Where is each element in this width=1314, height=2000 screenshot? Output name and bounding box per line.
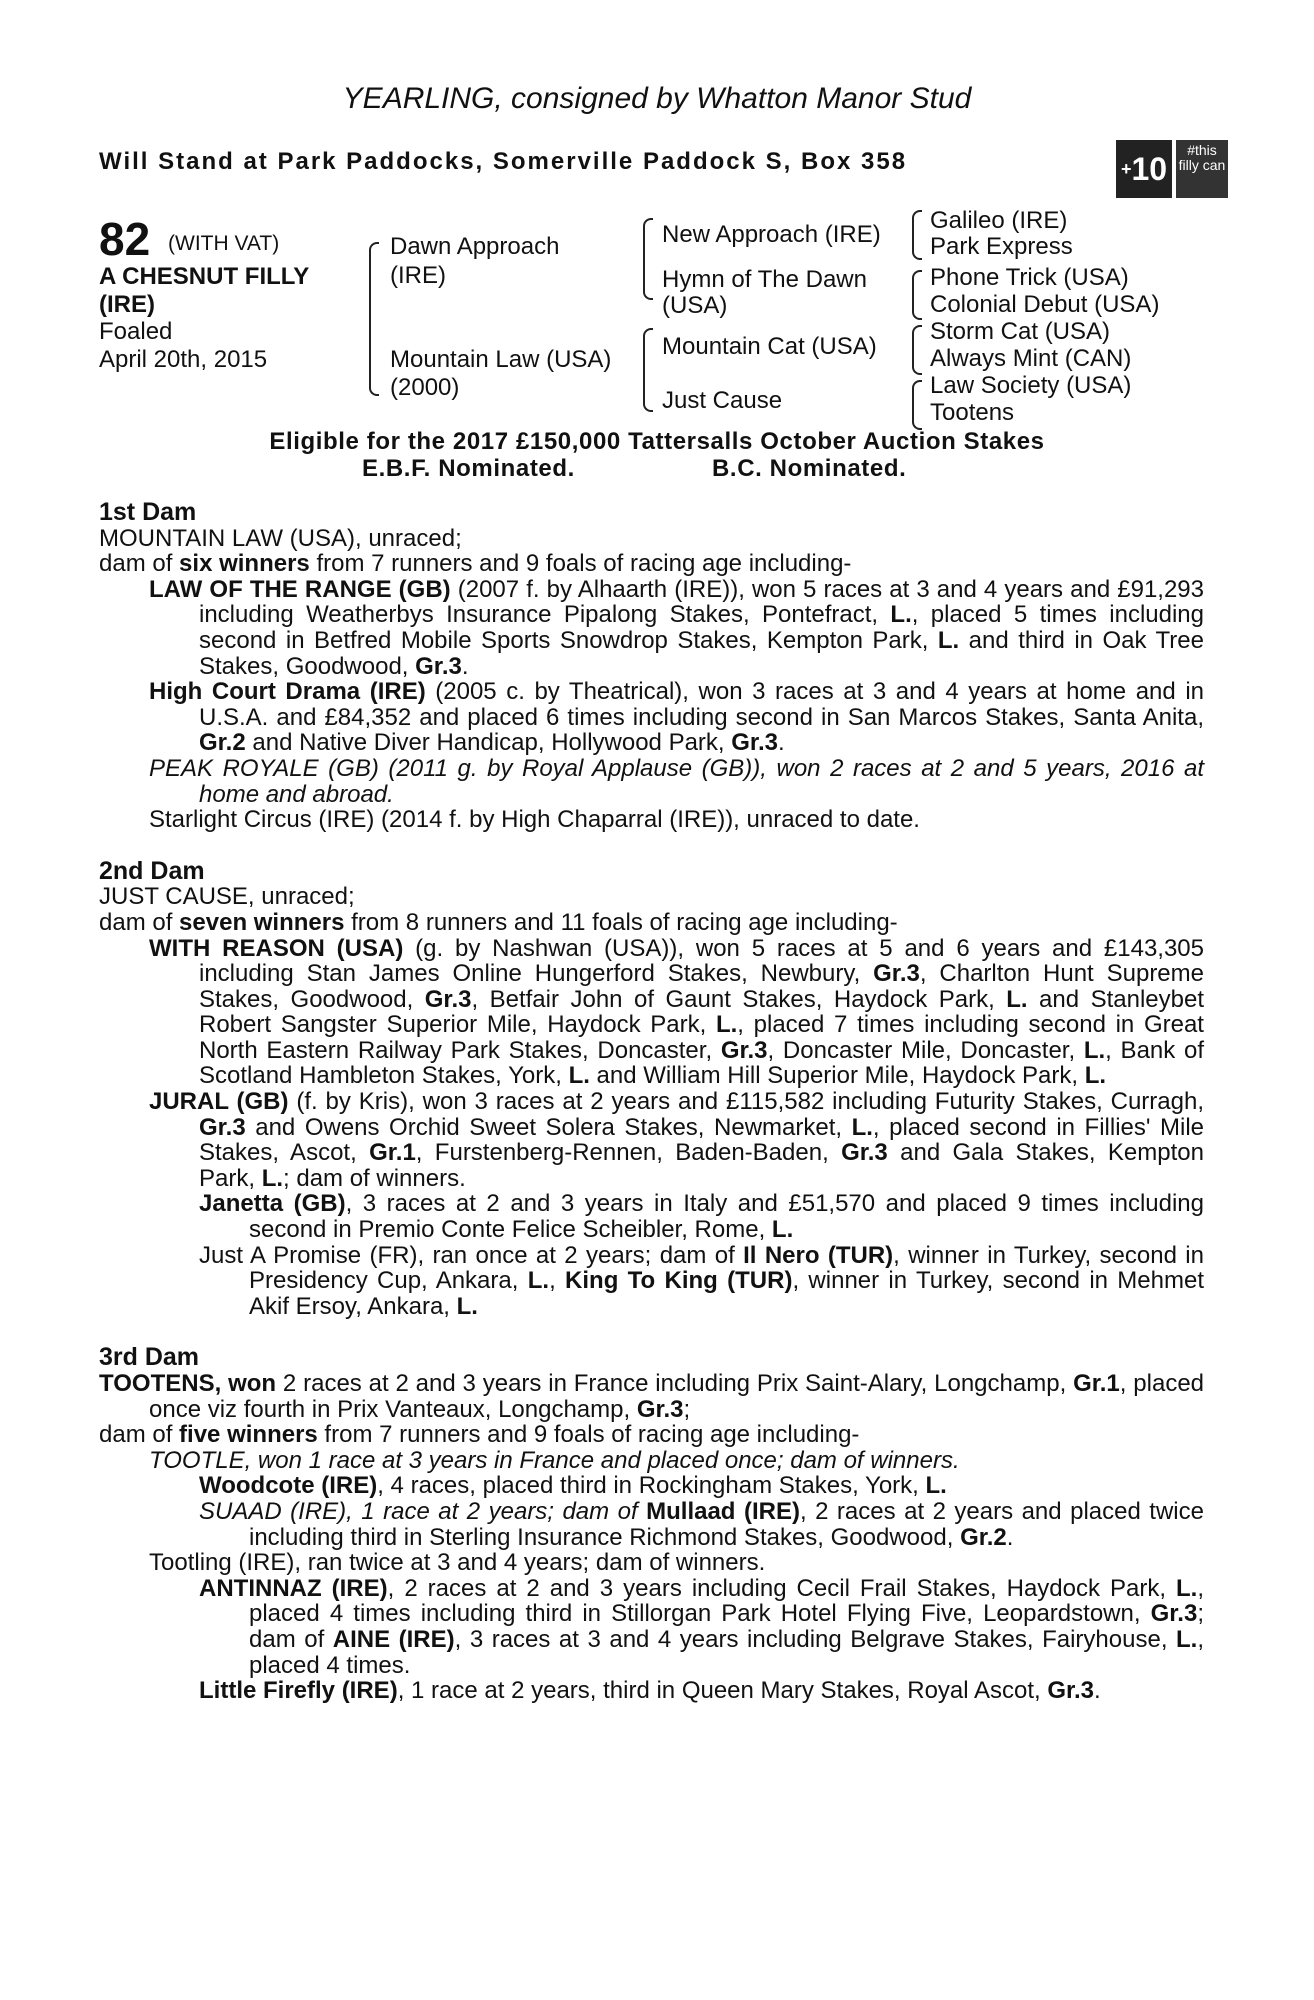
ddd: Tootens (930, 399, 1015, 426)
pedigree-brace (369, 242, 379, 396)
sex-line-2: (IRE) (99, 291, 155, 318)
dam2-entry: JURAL (GB) (f. by Kris), won 3 races at 2 years and £115,582 including Futurity Stakes, Curragh, Gr.3 and Owens Orchid Sweet Solera Stakes, Newmarket, L., placed second in Fillies' Mile Stakes, Ascot, Gr.1, Furstenberg-Rennen, Baden-Baden, Gr.3 and Gala Stakes, Kempton Park, L.; dam of winners. (149, 1088, 1204, 1192)
dam: Mountain Law (USA) (390, 346, 612, 373)
sire-dam-suffix: (USA) (662, 292, 728, 319)
pedigree-brace (912, 210, 922, 260)
dds: Law Society (USA) (930, 372, 1132, 399)
pedigree-brace (912, 380, 922, 430)
sdd: Colonial Debut (USA) (930, 291, 1160, 318)
dsd: Always Mint (CAN) (930, 345, 1132, 372)
sds: Phone Trick (USA) (930, 264, 1129, 291)
dam3-subentry: ANTINNAZ (IRE), 2 races at 2 and 3 years including Cecil Frail Stakes, Haydock Park, L., placed 4 times including third in Stillorgan Park Hotel Flying Five, Leopardstown, Gr.3; dam of AINE (IRE), 3 races at 3 and 4 years including Belgrave Stakes, Fairyhouse, L., placed 4 times. (199, 1574, 1205, 1679)
dam2-produce-summary: dam of seven winners from 8 runners and 11 foals of racing age including- (99, 908, 898, 936)
pedigree-brace (912, 325, 922, 375)
bc-nominated: B.C. Nominated. (712, 455, 907, 482)
vat-note: (WITH VAT) (168, 232, 280, 255)
dam3-subentry: Little Firefly (IRE), 1 race at 2 years, third in Queen Mary Stakes, Royal Ascot, Gr.3. (199, 1677, 1101, 1705)
dam3-produce-summary: dam of five winners from 7 runners and 9 foals of racing age including- (99, 1421, 860, 1449)
foaled-info (99, 318, 267, 374)
horse-description (99, 263, 309, 319)
dam2-subentry: Just A Promise (FR), ran once at 2 years; dam of Il Nero (TUR), winner in Turkey, second in Presidency Cup, Ankara, L., King To King (TUR), winner in Turkey, second in Mehmet Akif Ersoy, Ankara, L. (199, 1241, 1205, 1320)
catalogue-body (99, 500, 1204, 1704)
dam1-produce-summary: dam of six winners from 7 runners and 9 foals of racing age including- (99, 550, 852, 578)
sire-sire: New Approach (IRE) (662, 221, 881, 248)
dam1-entry: Starlight Circus (IRE) (2014 f. by High Chaparral (IRE)), unraced to date. (149, 806, 920, 834)
foaled-label: Foaled (99, 318, 173, 345)
dam2-heading: 2nd Dam (99, 856, 205, 885)
dss: Storm Cat (USA) (930, 318, 1111, 345)
sire-dam: Hymn of The Dawn (662, 266, 867, 293)
eligibility-line: Eligible for the 2017 £150,000 Tattersalls October Auction Stakes (269, 428, 1045, 455)
sex-line-1: A CHESNUT FILLY (99, 263, 310, 290)
dam-year: (2000) (390, 374, 460, 401)
dam1-entry: LAW OF THE RANGE (GB) (2007 f. by Alhaarth (IRE)), won 5 races at 3 and 4 years and £91,293 including Weatherbys Insurance Pipalong Stakes, Pontefract, L., placed 5 times including second in Betfred Mobile Sports Snowdrop Stakes, Kempton Park, L. and third in Oak Tree Stakes, Goodwood, Gr.3. (149, 575, 1205, 680)
dam3-entry: TOOTLE, won 1 race at 3 years in France and placed once; dam of winners. (149, 1446, 960, 1474)
lot-number: 82 (99, 213, 151, 265)
dam1-entry: PEAK ROYALE (GB) (2011 g. by Royal Applause (GB)), won 2 races at 2 and 5 years, 2016 at home and abroad. (149, 754, 1204, 808)
dam3-subentry: Woodcote (IRE), 4 races, placed third in Rockingham Stakes, York, L. (199, 1472, 947, 1500)
dam-sire: Mountain Cat (USA) (662, 333, 877, 360)
this-filly-can-logo: #this filly can (1176, 140, 1228, 198)
dam1-line: MOUNTAIN LAW (USA), unraced; (99, 524, 462, 552)
stand-location: Will Stand at Park Paddocks, Somerville Paddock S, Box 358 (99, 148, 908, 175)
dam3-heading: 3rd Dam (99, 1343, 200, 1372)
dam-dam: Just Cause (662, 387, 783, 414)
dam3-subentry: SUAAD (IRE), 1 race at 2 years; dam of Mullaad (IRE), 2 races at 2 years and placed twice including third in Sterling Insurance Richmond Stakes, Goodwood, Gr.2. (199, 1497, 1204, 1551)
dam2-subentry: Janetta (GB), 3 races at 2 and 3 years in Italy and £51,570 and placed 9 times including second in Premio Conte Felice Scheibler, Rome, L. (199, 1190, 1205, 1244)
dam1-heading: 1st Dam (99, 498, 197, 526)
sss: Galileo (IRE) (930, 207, 1068, 234)
pedigree-brace (912, 270, 922, 320)
dam2-line: JUST CAUSE, unraced; (99, 883, 355, 911)
this-filly-can-logo-number: + 10 (1116, 140, 1172, 198)
pedigree-brace (643, 328, 653, 412)
ebf-nominated: E.B.F. Nominated. (362, 455, 575, 482)
dam2-entry: WITH REASON (USA) (g. by Nashwan (USA)), won 5 races at 5 and 6 years and £143,305 including Stan James Online Hungerford Stakes, Newbury, Gr.3, Charlton Hunt Supreme Stakes, Goodwood, Gr.3, Betfair John of Gaunt Stakes, Haydock Park, L. and Stanleybet Robert Sangster Superior Mile, Haydock Park, L., placed 7 times including second in Great North Eastern Railway Park Stakes, Doncaster, Gr.3, Doncaster Mile, Doncaster, L., Bank of Scotland Hambleton Stakes, York, L. and William Hill Superior Mile, Haydock Park, L. (149, 934, 1204, 1090)
dam3-line: TOOTENS, won 2 races at 2 and 3 years in France including Prix Saint-Alary, Longchamp, Gr.1, placed once viz fourth in Prix Vanteaux, Longchamp, Gr.3; (99, 1370, 1205, 1423)
pedigree-brace (643, 218, 653, 300)
ssd: Park Express (930, 233, 1073, 260)
foaled-date: April 20th, 2015 (99, 346, 268, 373)
sire-suffix: (IRE) (390, 262, 446, 289)
dam1-entry: High Court Drama (IRE) (2005 c. by Theatrical), won 3 races at 3 and 4 years at home and in U.S.A. and £84,352 and placed 6 times including second in San Marcos Stakes, Santa Anita, Gr.2 and Native Diver Handicap, Hollywood Park, Gr.3. (149, 678, 1204, 757)
sire: Dawn Approach (390, 233, 560, 260)
page-header: YEARLING, consigned by Whatton Manor Stud (342, 82, 972, 115)
dam3-entry: Tootling (IRE), ran twice at 3 and 4 years; dam of winners. (149, 1549, 766, 1577)
